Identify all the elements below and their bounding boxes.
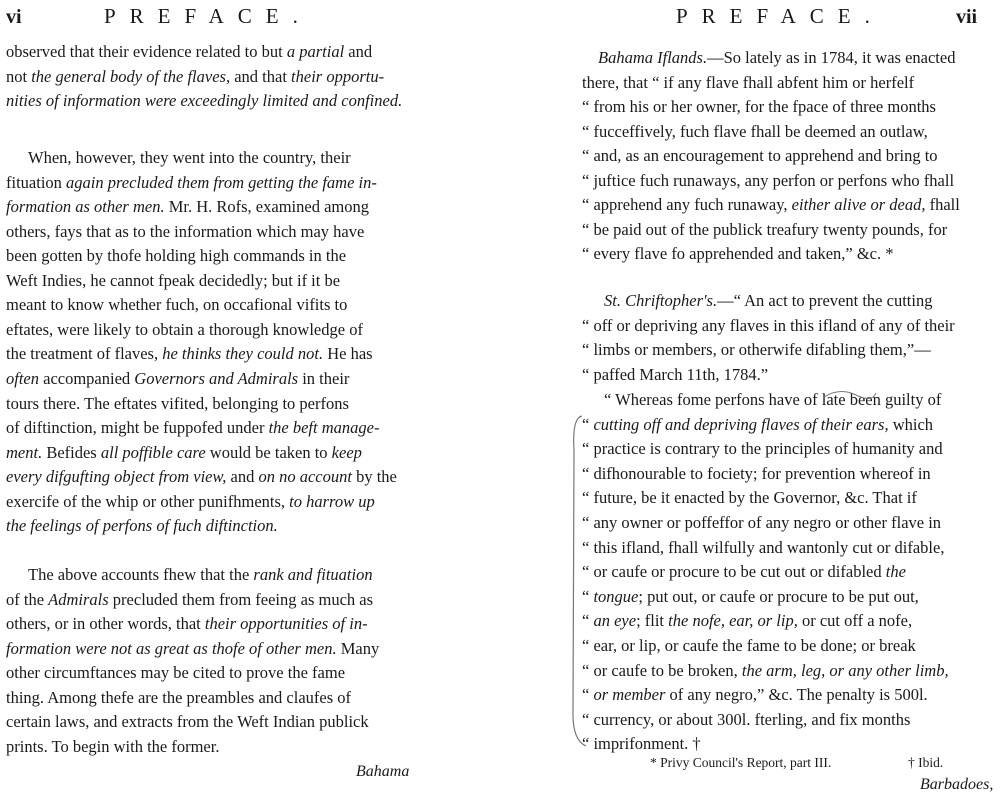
italic-text: their opportunities of in- <box>204 614 368 633</box>
italic-text: on no account <box>258 467 352 487</box>
italic-text: nities of information were exceedingly limited and confined. <box>6 91 403 111</box>
text: accompanied <box>39 368 135 388</box>
italic-text: keep <box>331 442 362 462</box>
text: “ limbs or members, or otherwife difabling them,”— <box>582 340 931 360</box>
italic-text: their opportu- <box>291 66 385 86</box>
italic-text: cutting off and depriving flaves of their ears, <box>593 414 889 434</box>
text: “ juftice fuch runaways, any perfon or perfons who fhall <box>582 170 955 190</box>
right-page-number: vii <box>956 6 978 28</box>
text-line <box>604 388 941 412</box>
text: in their <box>298 368 350 388</box>
italic-text: often <box>6 368 39 388</box>
text-line <box>6 490 375 514</box>
italic-text: an eye <box>593 611 637 631</box>
italic-text: rank and fituation <box>253 565 373 584</box>
text: would be taken to <box>205 442 332 462</box>
text: been gotten by thofe holding high commands in the <box>6 246 347 266</box>
italic-text: or member <box>593 685 666 705</box>
text: the treatment of flaves, <box>6 344 163 364</box>
text: not <box>6 66 32 86</box>
text-line <box>6 65 384 89</box>
italic-text: he thinks they could not. <box>162 344 324 364</box>
text: When, however, they went into the country, their <box>28 148 351 167</box>
text: exercife of the whip or other punifhments, <box>6 491 290 511</box>
text-line <box>582 708 910 732</box>
text-line <box>6 89 402 113</box>
handwritten-margin-bracket <box>560 410 590 755</box>
text-line <box>582 95 936 119</box>
text-line <box>582 683 928 707</box>
text: there, that “ if any flave fhall abfent him or herfelf <box>582 72 915 92</box>
text: “ from his or her owner, for the fpace of three months <box>582 97 936 116</box>
text-line <box>6 40 372 64</box>
text-line <box>6 220 364 244</box>
text: He has <box>323 344 373 364</box>
text-line <box>582 634 916 658</box>
text-line <box>28 563 373 587</box>
text: “ <box>582 611 594 631</box>
text-line <box>582 437 943 461</box>
text: “ imprifonment. † <box>582 734 701 754</box>
text: of any negro,” &c. The penalty is 500l. <box>665 685 928 705</box>
text-line <box>6 735 219 759</box>
text-line <box>6 710 369 734</box>
text: and <box>344 42 373 61</box>
text-line <box>6 637 379 661</box>
text-line <box>6 441 362 465</box>
text-line <box>6 269 340 293</box>
text-line <box>6 686 351 710</box>
handwritten-underline-mark <box>820 375 880 405</box>
text: which <box>888 414 934 434</box>
italic-text: the arm, leg, or any other limb, <box>741 660 949 680</box>
text: tours there. The eftates vifited, belonging to perfons <box>6 393 349 413</box>
footnote-ibid: † Ibid. <box>908 755 944 770</box>
right-page-header: PREFACE. <box>676 4 884 28</box>
text-line <box>6 392 349 416</box>
italic-text: a partial <box>286 42 345 61</box>
text: others, or in other words, that <box>6 614 205 633</box>
text-line <box>582 218 947 242</box>
text-line <box>28 146 351 170</box>
text: precluded them from feeing as much as <box>108 589 374 609</box>
text-line <box>6 293 347 317</box>
text: “ Whereas fome perfons have of late been guilty of <box>604 390 942 409</box>
text-line <box>6 612 368 636</box>
italic-text: the general body of the flaves, <box>31 66 231 86</box>
text: The above accounts fhew that the <box>28 565 254 584</box>
text-line <box>598 46 955 70</box>
text-line <box>582 511 941 535</box>
text: —So lately as in 1784, it was enacted <box>707 48 956 67</box>
text-line <box>582 560 906 584</box>
text: “ or caufe to be broken, <box>582 660 742 680</box>
text: or cut off a nofe, <box>797 611 913 631</box>
italic-text: Bahama Iflands. <box>598 48 708 67</box>
text: “ ear, or lip, or caufe the fame to be done; or break <box>582 636 916 655</box>
text: —“ An act to prevent the cutting <box>717 291 933 310</box>
text: eftates, were likely to obtain a thorough knowledge of <box>6 319 363 339</box>
text: and that <box>230 66 292 86</box>
italic-text: the nofe, ear, or lip, <box>668 611 798 631</box>
italic-text: tongue <box>593 586 639 606</box>
text-line <box>604 289 932 313</box>
text-line <box>582 193 960 217</box>
text-line <box>582 120 928 144</box>
text-line <box>6 588 373 612</box>
text: “ paffed March 11th, 1784.” <box>582 364 769 384</box>
text-line <box>582 462 931 486</box>
text: “ difhonourable to fociety; for prevention whereof in <box>582 463 931 483</box>
left-catchword: Bahama <box>356 763 410 780</box>
text-line <box>6 514 278 538</box>
text-line <box>6 367 349 391</box>
left-page-number: vi <box>6 6 22 28</box>
text: “ and, as an encouragement to apprehend and bring to <box>582 146 938 165</box>
text: ; flit <box>636 611 669 631</box>
text: “ fucceffively, fuch flave fhall be deemed an outlaw, <box>582 121 928 141</box>
italic-text: formation as other men. <box>6 197 165 217</box>
text: by the <box>351 467 397 487</box>
right-catchword: Barbadoes, <box>920 776 994 793</box>
text-line <box>582 609 912 633</box>
italic-text: ment. <box>6 442 43 462</box>
text-line <box>582 314 955 338</box>
text: “ be paid out of the publick treafury twenty pounds, for <box>582 219 948 239</box>
text: “ <box>582 685 594 705</box>
text-line <box>582 144 938 168</box>
text-line <box>6 171 377 195</box>
text: “ off or depriving any flaves in this ifland of any of their <box>582 315 955 335</box>
italic-text: the feelings of perfons of fuch diftinction. <box>6 516 278 536</box>
text: “ currency, or about 300l. fterling, and fix months <box>582 709 911 729</box>
text: “ future, be it enacted by the Governor, &c. That if <box>582 488 917 508</box>
text: “ <box>582 586 594 606</box>
text: thing. Among thefe are the preambles and claufes of <box>6 687 352 707</box>
text-line <box>582 486 917 510</box>
italic-text: the beft manage- <box>268 418 380 438</box>
text: meant to know whether fuch, on occafional vifits to <box>6 295 348 315</box>
text: “ every flave fo apprehended and taken,” &c. * <box>582 244 894 263</box>
text: and <box>226 467 259 487</box>
text: “ apprehend any fuch runaway, <box>582 195 792 214</box>
text-line <box>6 465 397 489</box>
text: Many <box>336 638 380 658</box>
text: prints. To begin with the former. <box>6 736 220 756</box>
text-line <box>6 318 363 342</box>
text-line <box>582 732 701 756</box>
text-line <box>6 195 369 219</box>
text-line <box>582 413 933 437</box>
text: of diftinction, might be fuppofed under <box>6 418 269 438</box>
text: Mr. H. Rofs, examined among <box>164 197 369 217</box>
text: fituation <box>6 172 67 192</box>
text-line <box>582 242 894 266</box>
text-line <box>582 363 768 387</box>
text-line <box>582 169 954 193</box>
text-line <box>582 338 931 362</box>
text-line <box>6 416 379 440</box>
footnote-privy-council: * Privy Council's Report, part III. <box>650 755 832 770</box>
text: “ practice is contrary to the principles of humanity and <box>582 439 943 459</box>
text: “ or caufe or procure to be cut out or difabled <box>582 562 886 582</box>
italic-text: formation were not as great as thofe of other men. <box>6 638 337 658</box>
text-line <box>6 244 346 268</box>
text-line <box>6 342 373 366</box>
italic-text: every difgufting object from view, <box>6 467 227 487</box>
text: observed that their evidence related to but <box>6 42 287 61</box>
left-page-header: PREFACE. <box>104 4 312 28</box>
text-line <box>6 661 345 685</box>
text-line <box>582 659 949 683</box>
text: ; put out, or caufe or procure to be put out, <box>638 586 919 606</box>
text: Weft Indies, he cannot fpeak decidedly; but if it be <box>6 270 341 290</box>
italic-text: all poffible care <box>100 442 206 462</box>
text-line <box>582 536 944 560</box>
text-line <box>582 71 914 95</box>
text: Befides <box>42 442 101 462</box>
text-line <box>582 585 919 609</box>
italic-text: St. Chriftopher's. <box>604 291 718 310</box>
text: fhall <box>925 195 960 214</box>
italic-text: to harrow up <box>289 491 375 511</box>
text: of the <box>6 589 49 609</box>
italic-text: Governors and Admirals <box>134 368 299 388</box>
text: certain laws, and extracts from the Weft Indian publick <box>6 712 369 731</box>
italic-text: again precluded them from getting the fame in- <box>66 172 377 192</box>
text: other circumftances may be cited to prove the fame <box>6 663 346 682</box>
italic-text: Admirals <box>48 589 109 609</box>
italic-text: the <box>885 562 906 582</box>
text: “ <box>582 414 594 434</box>
text: “ any owner or poffeffor of any negro or other flave in <box>582 513 942 532</box>
text: “ this ifland, fhall wilfully and wantonly cut or difable, <box>582 537 945 557</box>
text: others, fays that as to the information which may have <box>6 221 365 241</box>
italic-text: either alive or dead, <box>791 195 926 214</box>
